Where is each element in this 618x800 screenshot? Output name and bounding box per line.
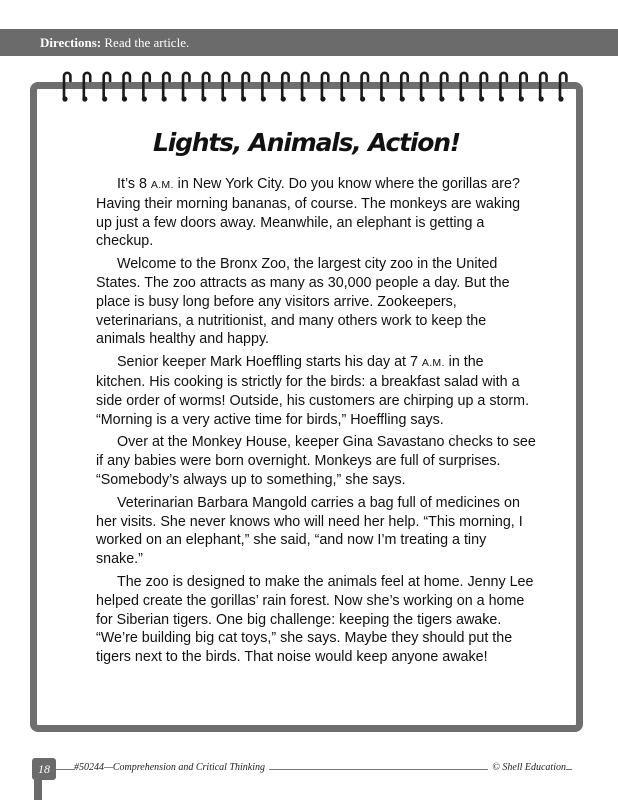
directions-text: Read the article. (104, 35, 190, 50)
page-footer (0, 758, 618, 782)
directions-bar (0, 29, 618, 56)
article-title: Lights, Animals, Action! (152, 128, 460, 157)
p3-time: A.M. (421, 357, 445, 370)
p3-text-a: Senior keeper Mark Hoeffling starts his day at 7 (117, 354, 422, 371)
page-number: 18 (32, 758, 56, 780)
directions-label: Directions: (40, 35, 102, 50)
footer-product-code: #50244—Comprehension and Critical Thinking (74, 762, 269, 773)
article-paragraph-4: Over at the Monkey House, keeper Gina Savastano checks to see if any babies were born overnight. Monkeys are full of surprises. “Somebody’s always up to something,” she says. (96, 434, 536, 488)
article-paragraph-2: Welcome to the Bronx Zoo, the largest city zoo in the United States. The zoo attracts as many as 30,000 people a day. But the place is busy long before any visitors arrive. Zookeepers, veterinarians, a nutritionist, and many others work to keep the animals healthy and happy. (96, 256, 510, 348)
footer-publisher: © Shell Education (488, 762, 566, 773)
page-number-tab (34, 780, 42, 800)
article-paragraph-5: Veterinarian Barbara Mangold carries a bag full of medicines on her visits. She never knows who will need her help. “This morning, I worked on an elephant,” she said, “and now I’m treating a tiny snake.” (96, 494, 523, 568)
p1-text-b: in New York City. Do you know where the gorillas are? Having their morning bananas, of course. The monkeys are waking up just a few doors away. Meanwhile, an elephant is getting a checkup. (96, 176, 521, 250)
p3-text-b: in the kitchen. His cooking is strictly for the birds: a breakfast salad with a side order of worms! Outside, his customers are chirping up a storm. “Morning is a very active time for birds,” Hoeffling says. (96, 354, 530, 428)
article-paragraph-3 (96, 353, 536, 429)
article-body (96, 175, 536, 671)
p1-time: A.M. (150, 179, 174, 191)
article-paragraph-6: The zoo is designed to make the animals feel at home. Jenny Lee helped create the gorillas’ rain forest. Now she’s working on a home for Siberian tigers. One big challenge: keeping the tigers awake. “We’re building big cat toys,” she says. Maybe they should put the tigers next to the birds. That noise would keep anyone awake! (96, 573, 534, 666)
p1-text-a: It’s 8 (117, 176, 151, 192)
article-paragraph-1 (96, 175, 536, 251)
